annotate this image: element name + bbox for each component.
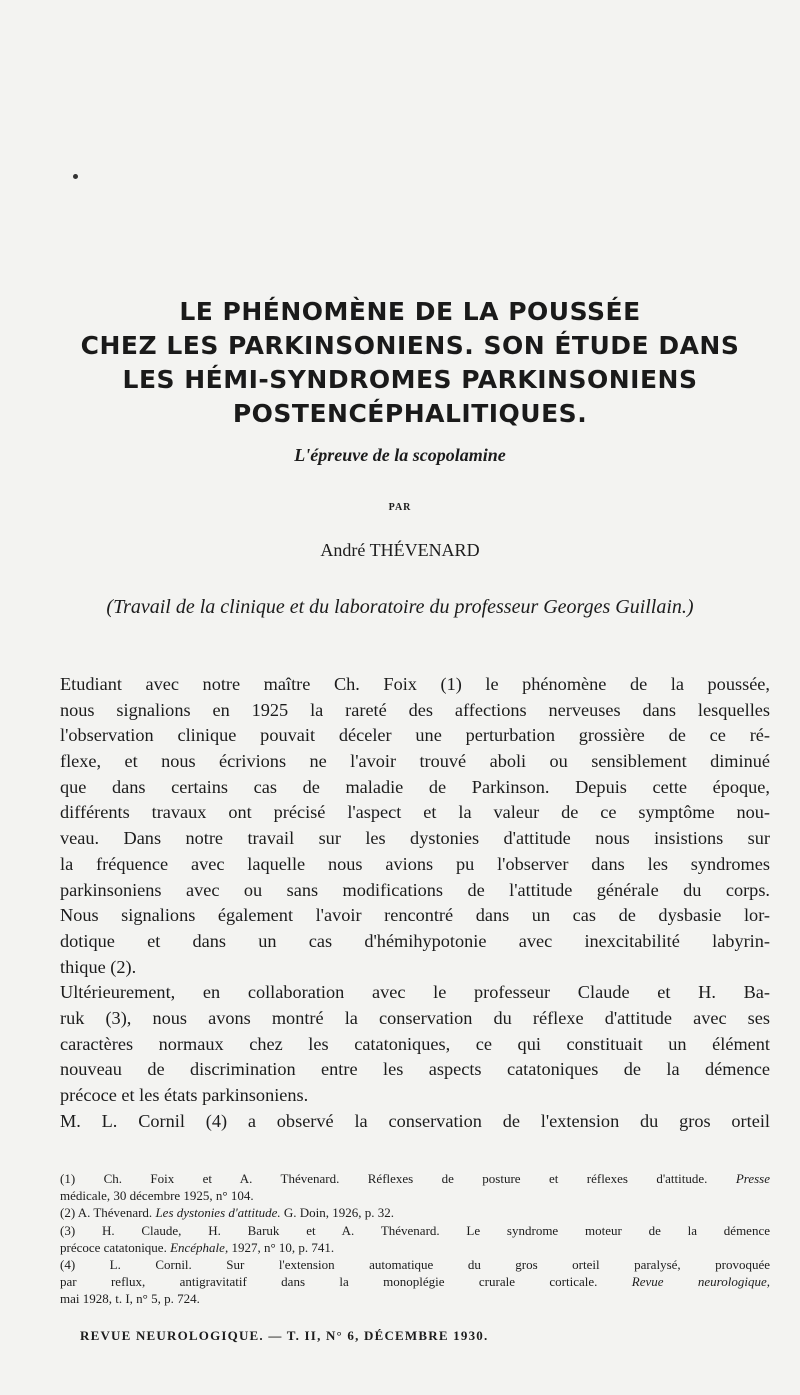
body-line: veau. Dans notre travail sur les dystonies d'attitude nous insistions sur — [60, 828, 770, 849]
body-line: Etudiant avec notre maître Ch. Foix (1) le phénomène de la poussée, — [60, 674, 770, 694]
body-line: l'observation clinique pouvait déceler une perturbation grossière de ce ré- — [60, 725, 770, 746]
body-line: que dans certains cas de maladie de Parkinson. Depuis cette époque, — [60, 776, 770, 797]
body-line: ruk (3), nous avons montré la conservation du réflexe d'attitude avec ses — [60, 1007, 770, 1028]
body-line: Nous signalions également l'avoir rencontré dans un cas de dysbasie lor- — [60, 905, 770, 926]
body-line: différents travaux ont précisé l'aspect et la valeur de ce symptôme nou- — [60, 802, 770, 823]
body-line: M. L. Cornil (4) a observé la conservation de l'extension du gros orteil — [60, 1110, 770, 1131]
body-line: caractères normaux chez les catatoniques, ce qui constituait un élément — [60, 1033, 770, 1054]
body-text — [60, 672, 770, 1134]
body-line: dotique et dans un cas d'hémihypotonie avec inexcitabilité labyrin- — [60, 930, 770, 951]
title-line: CHEZ LES PARKINSONIENS. SON ÉTUDE DANS — [80, 331, 740, 360]
body-line: nouveau de discrimination entre les aspects catatoniques de la démence — [60, 1059, 770, 1080]
footnote-line: (1) Ch. Foix et A. Thévenard. Réflexes de posture et réflexes d'attitude. Presse — [60, 1171, 770, 1186]
footnotes — [60, 1170, 770, 1308]
ink-speck — [73, 174, 78, 179]
article-title — [60, 295, 760, 431]
footnote-line: mai 1928, t. I, n° 5, p. 724. — [60, 1291, 200, 1307]
footnote-line: par reflux, antigravitatif dans la monoplégie crurale corticale. Revue neurologique, — [60, 1274, 770, 1290]
footnote-line: (2) A. Thévenard. Les dystonies d'attitude. G. Doin, 1926, p. 32. — [60, 1205, 395, 1221]
body-line: nous signalions en 1925 la rareté des affections nerveuses dans lesquelles — [60, 699, 770, 720]
body-line: thique (2). — [60, 956, 137, 977]
footnote-line: précoce catatonique. Encéphale, 1927, n° 10, p. 741. — [60, 1239, 335, 1255]
footnote-line: (3) H. Claude, H. Baruk et A. Thévenard. Le syndrome moteur de la démence — [60, 1222, 770, 1238]
footnote-line: médicale, 30 décembre 1925, n° 104. — [60, 1188, 254, 1204]
running-footer: REVUE NEUROLOGIQUE. — T. II, N° 6, DÉCEMBRE 1930. — [80, 1328, 489, 1343]
author-name: André THÉVENARD — [320, 540, 480, 560]
title-line: LE PHÉNOMÈNE DE LA POUSSÉE — [179, 297, 641, 326]
affiliation: (Travail de la clinique et du laboratoire du professeur Georges Guillain.) — [106, 596, 694, 618]
by-label: PAR — [388, 502, 412, 513]
title-line: POSTENCÉPHALITIQUES. — [232, 399, 588, 428]
body-line: précoce et les états parkinsoniens. — [60, 1085, 309, 1105]
body-line: Ultérieurement, en collaboration avec le professeur Claude et H. Ba- — [60, 982, 770, 1003]
body-line: flexe, et nous écrivions ne l'avoir trouvé aboli ou sensiblement diminué — [60, 751, 770, 772]
footnote-line: (4) L. Cornil. Sur l'extension automatique du gros orteil paralysé, provoquée — [60, 1256, 770, 1272]
body-line: parkinsoniens avec ou sans modifications de l'attitude générale du corps. — [60, 879, 770, 900]
body-line: la fréquence avec laquelle nous avions pu l'observer dans les syndromes — [60, 853, 770, 874]
title-line: LES HÉMI-SYNDROMES PARKINSONIENS — [122, 365, 698, 394]
article-subtitle: L'épreuve de la scopolamine — [294, 445, 506, 465]
